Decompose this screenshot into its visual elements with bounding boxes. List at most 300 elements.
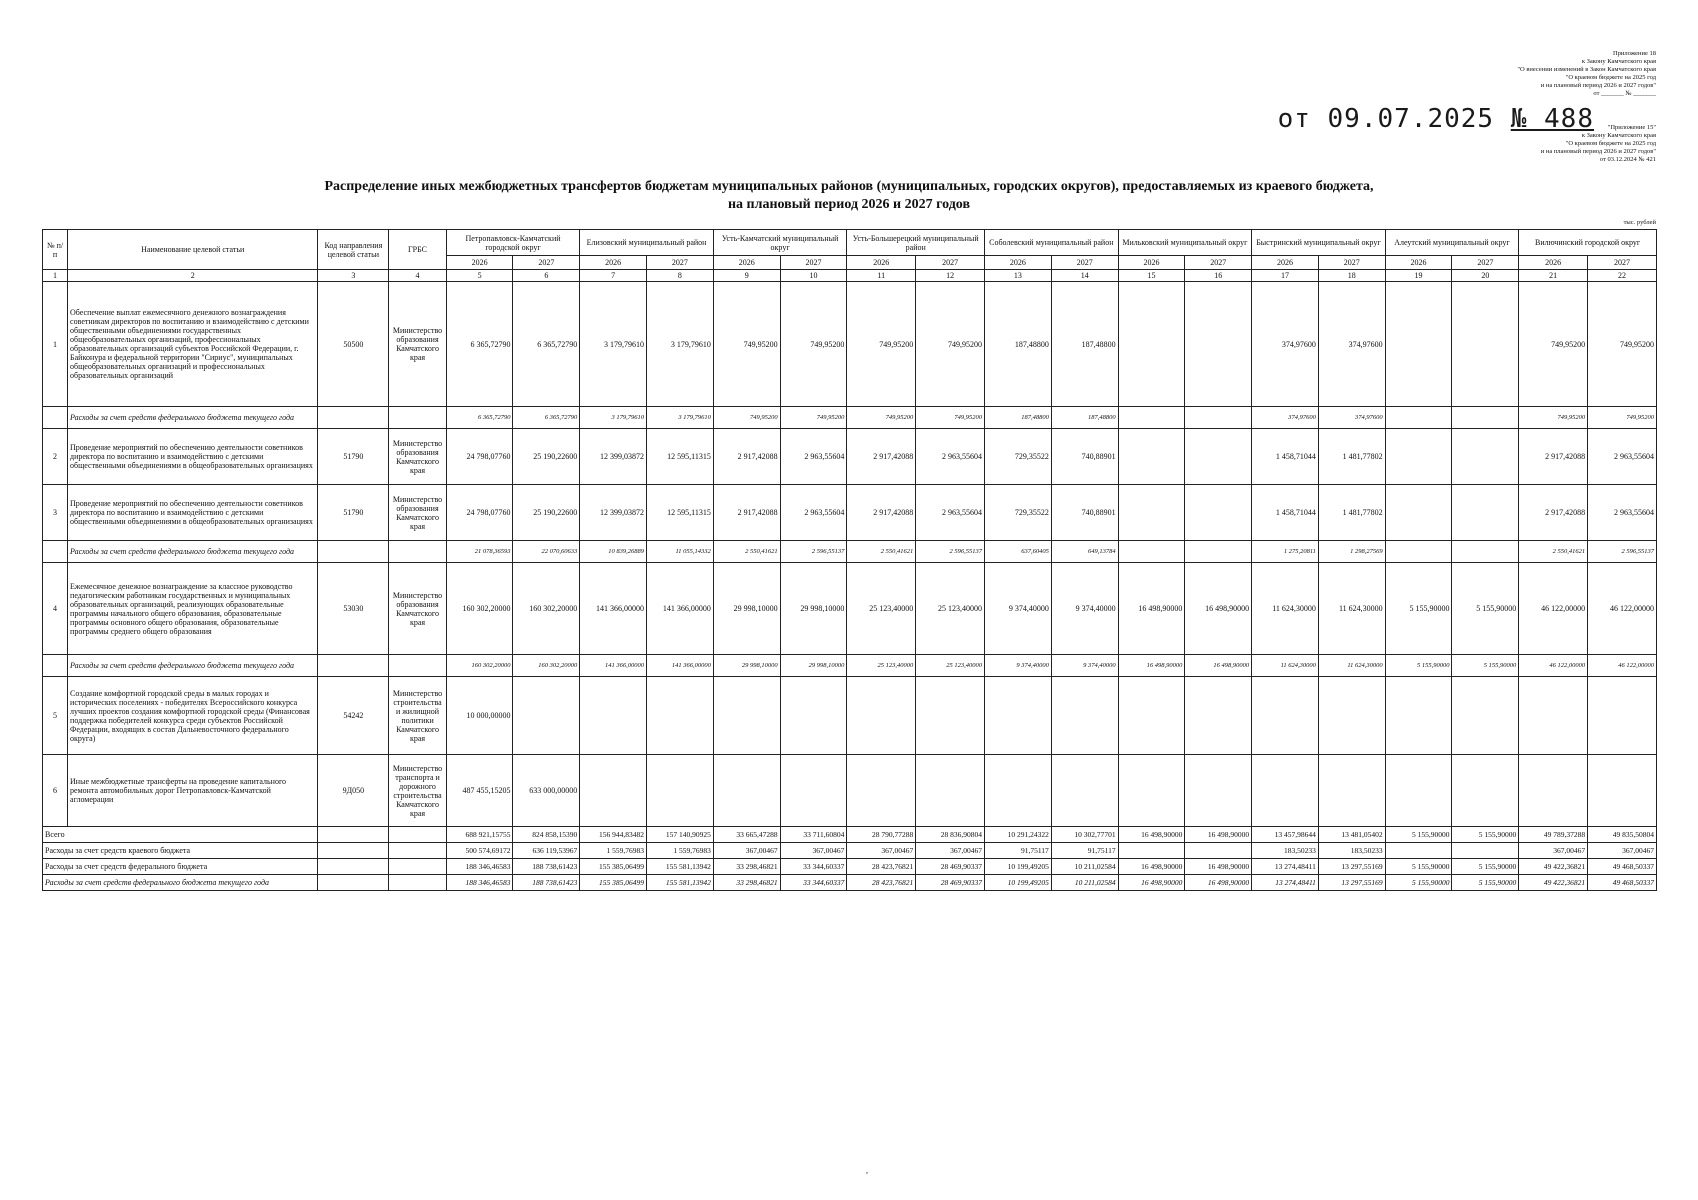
row-code: 51790 (318, 429, 389, 485)
row-grbs: Министерство образования Камчатского края (389, 429, 446, 485)
value-cell: 367,00467 (780, 843, 847, 859)
value-cell: 2 917,42088 (713, 429, 780, 485)
annex-line: и на плановый период 2026 и 2027 годов" (1540, 82, 1656, 89)
value-cell (1118, 429, 1185, 485)
value-cell: 749,95200 (916, 407, 985, 429)
year-header: 2026 (1252, 256, 1319, 270)
row-code: 9Д050 (318, 755, 389, 827)
value-cell: 24 798,07760 (446, 485, 513, 541)
value-cell (1385, 755, 1452, 827)
value-cell: 10 199,49205 (985, 859, 1052, 875)
row-no: 3 (43, 485, 68, 541)
value-cell (1452, 429, 1519, 485)
row-name: Ежемесячное денежное вознаграждение за классное руководство педагогическим работникам государственных и муниципальных образовательных организаций, реализующих образовательные программы начального общего образования, образовательные программы основного общего образования, образовательные программы среднего общего образования (68, 563, 318, 655)
value-cell: 500 574,69172 (446, 843, 513, 859)
value-cell: 11 624,30000 (1318, 655, 1385, 677)
footer-mark: , (866, 1166, 868, 1175)
row-code (318, 655, 389, 677)
value-cell (1588, 755, 1657, 827)
row-code: 51790 (318, 485, 389, 541)
transfers-table (42, 229, 1657, 891)
value-cell (1588, 677, 1657, 755)
column-index: 9 (713, 270, 780, 282)
value-cell: 155 581,13942 (647, 859, 714, 875)
value-cell (916, 755, 985, 827)
value-cell: 5 155,90000 (1452, 859, 1519, 875)
row-grbs: Министерство строительства и жилищной политики Камчатского края (389, 677, 446, 755)
row-grbs (389, 407, 446, 429)
value-cell: 740,88901 (1051, 429, 1118, 485)
table-row (43, 677, 1657, 755)
annex-line: "О внесении изменений в Закон Камчатского края (1517, 66, 1656, 73)
value-cell: 9 374,40000 (1051, 563, 1118, 655)
value-cell (780, 755, 847, 827)
value-cell: 13 274,48411 (1252, 875, 1319, 891)
row-code: 50500 (318, 282, 389, 407)
column-index: 3 (318, 270, 389, 282)
subtotal-row (43, 541, 1657, 563)
value-cell: 46 122,00000 (1519, 655, 1588, 677)
municipality-header: Мильковский муниципальный округ (1118, 230, 1252, 256)
value-cell (1519, 677, 1588, 755)
value-cell: 187,48800 (1051, 407, 1118, 429)
year-header: 2026 (580, 256, 647, 270)
value-cell (1118, 407, 1185, 429)
page-title (0, 178, 1698, 214)
col-code-header: Код направления целевой статьи (318, 230, 389, 270)
value-cell: 188 346,46583 (446, 859, 513, 875)
value-cell: 33 298,46821 (713, 859, 780, 875)
value-cell (1185, 755, 1252, 827)
value-cell: 10 211,02584 (1051, 859, 1118, 875)
municipality-header: Быстринский муниципальный округ (1252, 230, 1386, 256)
row-no (43, 541, 68, 563)
value-cell: 21 078,36593 (446, 541, 513, 563)
value-cell: 9 374,40000 (985, 563, 1052, 655)
value-cell: 49 835,50804 (1588, 827, 1657, 843)
value-cell: 367,00467 (713, 843, 780, 859)
row-name: Проведение мероприятий по обеспечению деятельности советников директора по воспитанию и взаимодействию с детскими общественными объединениями в общеобразовательных организациях (68, 429, 318, 485)
value-cell: 155 581,13942 (647, 875, 714, 891)
value-cell (1051, 677, 1118, 755)
row-no (43, 407, 68, 429)
column-index: 7 (580, 270, 647, 282)
value-cell: 367,00467 (916, 843, 985, 859)
value-cell: 9 374,40000 (985, 655, 1052, 677)
column-index: 15 (1118, 270, 1185, 282)
row-code: 53030 (318, 563, 389, 655)
value-cell: 13 457,98644 (1252, 827, 1319, 843)
value-cell: 2 550,41621 (1519, 541, 1588, 563)
value-cell: 749,95200 (780, 282, 847, 407)
row-name: Иные межбюджетные трансферты на проведение капитального ремонта автомобильных дорог Петропавловск-Камчатской агломерации (68, 755, 318, 827)
value-cell (1385, 843, 1452, 859)
value-cell: 16 498,90000 (1185, 859, 1252, 875)
column-index: 12 (916, 270, 985, 282)
municipality-header: Петропавловск-Камчатский городской округ (446, 230, 580, 256)
value-cell: 28 790,77288 (847, 827, 916, 843)
title-line-1: Распределение иных межбюджетных трансфертов бюджетам муниципальных районов (муниципальных, городских округов), предоставляемых из краевого бюджета, (324, 179, 1374, 194)
column-index: 11 (847, 270, 916, 282)
value-cell: 12 399,03872 (580, 485, 647, 541)
row-code (318, 407, 389, 429)
table-row (43, 485, 1657, 541)
value-cell (580, 755, 647, 827)
value-cell: 12 399,03872 (580, 429, 647, 485)
value-cell: 2 963,55604 (780, 485, 847, 541)
year-header: 2026 (1385, 256, 1452, 270)
value-cell: 11 055,14332 (647, 541, 714, 563)
column-index: 17 (1252, 270, 1319, 282)
value-cell (1385, 282, 1452, 407)
row-no (43, 655, 68, 677)
value-cell: 16 498,90000 (1118, 655, 1185, 677)
value-cell: 29 998,10000 (713, 563, 780, 655)
value-cell: 5 155,90000 (1385, 827, 1452, 843)
value-cell: 29 998,10000 (780, 563, 847, 655)
value-cell: 374,97600 (1252, 407, 1319, 429)
value-cell: 25 190,22600 (513, 485, 580, 541)
column-index: 19 (1385, 270, 1452, 282)
stamp-number: № 488 (1510, 104, 1594, 134)
value-cell: 749,95200 (780, 407, 847, 429)
col-no-header: № п/п (43, 230, 68, 270)
row-grbs (389, 875, 446, 891)
value-cell (647, 755, 714, 827)
row-grbs: Министерство транспорта и дорожного строительства Камчатского края (389, 755, 446, 827)
total-row (43, 827, 1657, 843)
value-cell: 160 302,20000 (513, 563, 580, 655)
value-cell (1118, 677, 1185, 755)
column-index: 10 (780, 270, 847, 282)
value-cell: 11 624,30000 (1318, 563, 1385, 655)
value-cell: 49 468,50337 (1588, 875, 1657, 891)
value-cell: 183,50233 (1252, 843, 1319, 859)
row-grbs (389, 827, 446, 843)
row-no: 4 (43, 563, 68, 655)
value-cell: 10 839,26889 (580, 541, 647, 563)
value-cell: 749,95200 (1519, 407, 1588, 429)
value-cell: 160 302,20000 (513, 655, 580, 677)
value-cell: 33 711,60804 (780, 827, 847, 843)
value-cell: 16 498,90000 (1185, 655, 1252, 677)
total-row (43, 859, 1657, 875)
annex-line: "О краевом бюджете на 2025 год (1565, 140, 1656, 147)
value-cell (1452, 282, 1519, 407)
unit-label: тыс. рублей (1623, 219, 1656, 226)
value-cell (1318, 677, 1385, 755)
value-cell: 3 179,79610 (647, 407, 714, 429)
total-label: Расходы за счет средств федерального бюджета текущего года (43, 875, 318, 891)
row-no: 6 (43, 755, 68, 827)
value-cell: 49 789,37288 (1519, 827, 1588, 843)
value-cell: 9 374,40000 (1051, 655, 1118, 677)
value-cell: 29 998,10000 (713, 655, 780, 677)
value-cell: 46 122,00000 (1588, 563, 1657, 655)
annex-line: к Закону Камчатского края (1581, 58, 1656, 65)
annex-header-previous (1356, 124, 1656, 164)
subtotal-row (43, 407, 1657, 429)
value-cell (580, 677, 647, 755)
subtotal-row (43, 655, 1657, 677)
value-cell (713, 677, 780, 755)
value-cell (1185, 677, 1252, 755)
value-cell (647, 677, 714, 755)
value-cell: 1 481,77802 (1318, 429, 1385, 485)
value-cell: 729,35522 (985, 429, 1052, 485)
row-grbs: Министерство образования Камчатского края (389, 282, 446, 407)
row-grbs: Министерство образования Камчатского края (389, 563, 446, 655)
value-cell: 2 963,55604 (780, 429, 847, 485)
value-cell: 5 155,90000 (1385, 875, 1452, 891)
value-cell: 1 275,20811 (1252, 541, 1319, 563)
value-cell: 10 199,49205 (985, 875, 1052, 891)
value-cell: 155 385,06499 (580, 859, 647, 875)
year-header: 2026 (713, 256, 780, 270)
value-cell: 5 155,90000 (1452, 655, 1519, 677)
value-cell: 374,97600 (1318, 282, 1385, 407)
value-cell: 155 385,06499 (580, 875, 647, 891)
value-cell: 25 123,40000 (847, 655, 916, 677)
value-cell (985, 755, 1052, 827)
value-cell: 141 366,00000 (647, 563, 714, 655)
value-cell (1385, 677, 1452, 755)
row-code: 54242 (318, 677, 389, 755)
row-code (318, 875, 389, 891)
value-cell: 636 119,53967 (513, 843, 580, 859)
row-name: Обеспечение выплат ежемесячного денежного вознаграждения советникам директоров по воспитанию и взаимодействию с детскими общественными объединениями государственных общеобразовательных организаций, профессиональных образовательных организаций субъектов Российской Федерации, г. Байконура и федеральной территории "Сириус", муниципальных общеобразовательных организаций и профессиональных образовательных организаций (68, 282, 318, 407)
value-cell: 22 070,60633 (513, 541, 580, 563)
value-cell: 6 365,72790 (513, 407, 580, 429)
value-cell: 367,00467 (1519, 843, 1588, 859)
value-cell: 2 596,55137 (780, 541, 847, 563)
row-grbs: Министерство образования Камчатского края (389, 485, 446, 541)
value-cell: 28 836,90804 (916, 827, 985, 843)
value-cell: 3 179,79610 (580, 282, 647, 407)
annex-line: "Приложение 15" (1607, 124, 1656, 131)
value-cell: 188 738,61423 (513, 859, 580, 875)
value-cell: 10 211,02584 (1051, 875, 1118, 891)
value-cell: 2 550,41621 (713, 541, 780, 563)
value-cell (1118, 282, 1185, 407)
row-grbs (389, 859, 446, 875)
value-cell (1452, 755, 1519, 827)
value-cell: 141 366,00000 (580, 655, 647, 677)
total-label: Всего (43, 827, 318, 843)
municipality-header: Елизовский муниципальный район (580, 230, 714, 256)
value-cell: 824 858,15390 (513, 827, 580, 843)
value-cell (1452, 407, 1519, 429)
row-code (318, 541, 389, 563)
value-cell: 156 944,83482 (580, 827, 647, 843)
column-index: 6 (513, 270, 580, 282)
value-cell: 2 917,42088 (1519, 485, 1588, 541)
value-cell: 10 302,77701 (1051, 827, 1118, 843)
row-grbs (389, 843, 446, 859)
annex-line: Приложение 18 (1612, 50, 1656, 57)
value-cell: 25 123,40000 (847, 563, 916, 655)
value-cell: 5 155,90000 (1385, 563, 1452, 655)
annex-line: и на плановый период 2026 и 2027 годов" (1540, 148, 1656, 155)
value-cell: 13 297,55169 (1318, 875, 1385, 891)
value-cell (916, 677, 985, 755)
value-cell: 91,75117 (1051, 843, 1118, 859)
value-cell: 33 344,60337 (780, 875, 847, 891)
row-code (318, 843, 389, 859)
annex-line: "О краевом бюджете на 2025 год (1565, 74, 1656, 81)
value-cell (1118, 843, 1185, 859)
annex-line: от _______ № _______ (1593, 90, 1656, 97)
value-cell (1252, 755, 1319, 827)
annex-line: от 03.12.2024 № 421 (1599, 156, 1656, 163)
col-name-header: Наименование целевой статьи (68, 230, 318, 270)
value-cell: 10 291,24322 (985, 827, 1052, 843)
value-cell: 367,00467 (1588, 843, 1657, 859)
value-cell: 1 559,76983 (580, 843, 647, 859)
value-cell (1185, 541, 1252, 563)
value-cell: 2 963,55604 (1588, 485, 1657, 541)
total-label: Расходы за счет средств краевого бюджета (43, 843, 318, 859)
row-grbs (389, 541, 446, 563)
value-cell: 2 596,55137 (916, 541, 985, 563)
value-cell: 6 365,72790 (446, 407, 513, 429)
value-cell: 46 122,00000 (1519, 563, 1588, 655)
row-code (318, 859, 389, 875)
year-header: 2027 (513, 256, 580, 270)
municipality-header: Усть-Большерецкий муниципальный район (847, 230, 985, 256)
value-cell (1118, 541, 1185, 563)
table-row (43, 282, 1657, 407)
value-cell: 2 550,41621 (847, 541, 916, 563)
value-cell: 487 455,15205 (446, 755, 513, 827)
value-cell: 633 000,00000 (513, 755, 580, 827)
total-label: Расходы за счет средств федерального бюджета (43, 859, 318, 875)
value-cell: 2 917,42088 (713, 485, 780, 541)
value-cell (1519, 755, 1588, 827)
value-cell: 91,75117 (985, 843, 1052, 859)
row-name: Расходы за счет средств федерального бюджета текущего года (68, 407, 318, 429)
value-cell: 749,95200 (713, 282, 780, 407)
value-cell: 24 798,07760 (446, 429, 513, 485)
year-header: 2027 (916, 256, 985, 270)
row-name: Расходы за счет средств федерального бюджета текущего года (68, 541, 318, 563)
value-cell: 2 963,55604 (916, 485, 985, 541)
value-cell (513, 677, 580, 755)
value-cell (1051, 755, 1118, 827)
value-cell: 649,13784 (1051, 541, 1118, 563)
column-index: 16 (1185, 270, 1252, 282)
value-cell: 16 498,90000 (1118, 563, 1185, 655)
value-cell: 16 498,90000 (1118, 859, 1185, 875)
value-cell: 28 423,76821 (847, 859, 916, 875)
value-cell: 749,95200 (1588, 407, 1657, 429)
value-cell: 11 624,30000 (1252, 655, 1319, 677)
value-cell: 16 498,90000 (1185, 875, 1252, 891)
value-cell: 5 155,90000 (1452, 827, 1519, 843)
year-header: 2027 (647, 256, 714, 270)
value-cell: 12 595,11315 (647, 485, 714, 541)
value-cell: 183,50233 (1318, 843, 1385, 859)
municipality-header: Соболевский муниципальный район (985, 230, 1119, 256)
value-cell (1252, 677, 1319, 755)
column-index: 21 (1519, 270, 1588, 282)
value-cell (1118, 755, 1185, 827)
value-cell: 28 423,76821 (847, 875, 916, 891)
value-cell: 16 498,90000 (1185, 827, 1252, 843)
value-cell: 157 140,90925 (647, 827, 714, 843)
value-cell: 16 498,90000 (1185, 563, 1252, 655)
value-cell: 16 498,90000 (1118, 875, 1185, 891)
year-header: 2026 (1519, 256, 1588, 270)
value-cell: 740,88901 (1051, 485, 1118, 541)
table-row (43, 429, 1657, 485)
row-name: Расходы за счет средств федерального бюджета текущего года (68, 655, 318, 677)
value-cell: 29 998,10000 (780, 655, 847, 677)
value-cell: 5 155,90000 (1452, 563, 1519, 655)
year-header: 2027 (1588, 256, 1657, 270)
value-cell: 374,97600 (1318, 407, 1385, 429)
value-cell: 160 302,20000 (446, 655, 513, 677)
value-cell: 13 274,48411 (1252, 859, 1319, 875)
value-cell (1185, 485, 1252, 541)
value-cell: 49 422,36821 (1519, 859, 1588, 875)
value-cell: 2 596,55137 (1588, 541, 1657, 563)
col-grbs-header: ГРБС (389, 230, 446, 270)
row-no: 2 (43, 429, 68, 485)
value-cell: 188 346,46583 (446, 875, 513, 891)
value-cell (1452, 541, 1519, 563)
value-cell: 5 155,90000 (1385, 655, 1452, 677)
column-index: 4 (389, 270, 446, 282)
value-cell: 16 498,90000 (1118, 827, 1185, 843)
value-cell (1185, 843, 1252, 859)
value-cell: 187,48800 (985, 282, 1052, 407)
year-header: 2026 (847, 256, 916, 270)
value-cell: 187,48800 (985, 407, 1052, 429)
stamp-date: от 09.07.2025 (1277, 104, 1495, 134)
value-cell: 749,95200 (1588, 282, 1657, 407)
value-cell: 11 624,30000 (1252, 563, 1319, 655)
value-cell: 12 595,11315 (647, 429, 714, 485)
value-cell: 729,35522 (985, 485, 1052, 541)
value-cell: 3 179,79610 (647, 282, 714, 407)
column-index: 2 (68, 270, 318, 282)
value-cell (1385, 407, 1452, 429)
year-header: 2027 (1318, 256, 1385, 270)
value-cell: 2 963,55604 (1588, 429, 1657, 485)
value-cell: 46 122,00000 (1588, 655, 1657, 677)
row-no: 5 (43, 677, 68, 755)
value-cell (847, 755, 916, 827)
annex-line: к Закону Камчатского края (1581, 132, 1656, 139)
year-header: 2026 (1118, 256, 1185, 270)
value-cell: 25 123,40000 (916, 563, 985, 655)
value-cell: 749,95200 (916, 282, 985, 407)
value-cell (847, 677, 916, 755)
value-cell (1452, 485, 1519, 541)
value-cell: 749,95200 (1519, 282, 1588, 407)
value-cell: 5 155,90000 (1385, 859, 1452, 875)
value-cell (1318, 755, 1385, 827)
value-cell (780, 677, 847, 755)
value-cell (1385, 541, 1452, 563)
value-cell: 6 365,72790 (446, 282, 513, 407)
year-header: 2027 (1051, 256, 1118, 270)
value-cell: 749,95200 (847, 407, 916, 429)
column-index: 20 (1452, 270, 1519, 282)
value-cell: 25 190,22600 (513, 429, 580, 485)
value-cell: 33 344,60337 (780, 859, 847, 875)
